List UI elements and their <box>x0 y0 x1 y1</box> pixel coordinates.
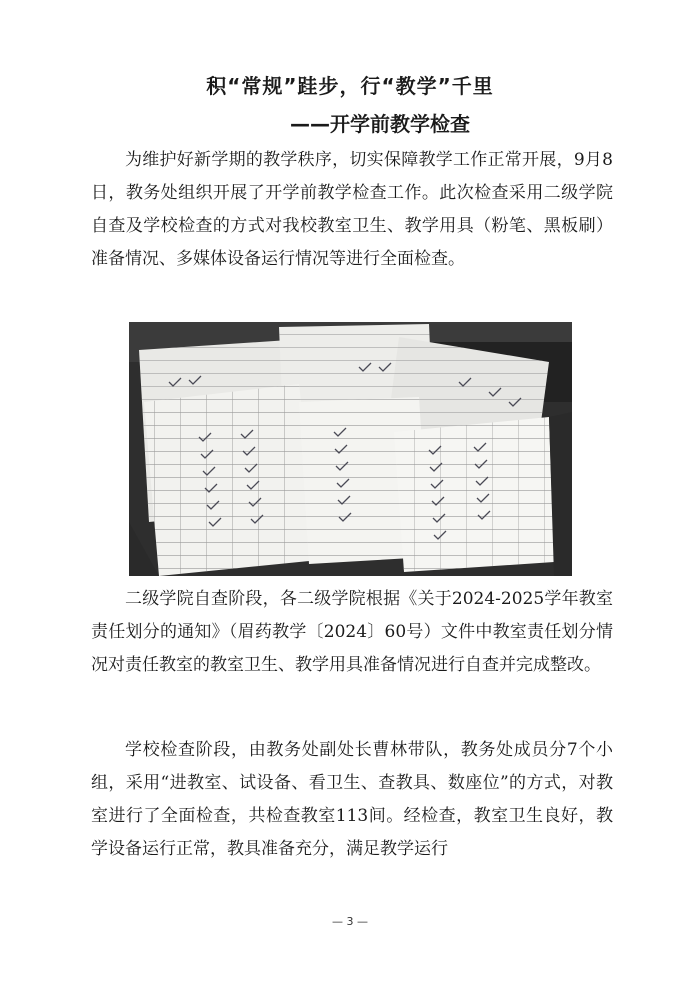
sheet-middle-left <box>144 384 319 576</box>
page-number: — 3 — <box>332 915 368 928</box>
inspection-sheets-illustration <box>129 322 572 576</box>
paragraph-intro: 为维护好新学期的教学秩序，切实保障教学工作正常开展，9月8日，教务处组织开展了开学前教学检查工作。此次检查采用二级学院自查及学校检查的方式对我校教室卫生、教学用具（粉笔、黑板刷）准备情况、多媒体设备运行情况等进行全面检查。 <box>91 150 613 269</box>
document-subtitle: ——开学前教学检查 <box>290 112 470 136</box>
sheet-front-right <box>394 417 554 572</box>
inspection-photo <box>129 322 572 576</box>
paragraph-self-inspection: 二级学院自查阶段，各二级学院根据《关于2024-2025学年教室责任划分的通知》（眉药教学〔2024〕60号）文件中教室责任划分情况对责任教室的教室卫生、教学用具准备情况进行自查并完成整改。 <box>91 589 613 675</box>
paragraph-school-inspection: 学校检查阶段，由教务处副处长曹林带队，教务处成员分7个小组，采用“进教室、试设备、看卫生、查教具、数座位”的方式，对教室进行了全面检查，共检查教室113间。经检查，教室卫生良好，教学设备运行正常，教具准备充分，满足教学运行 <box>91 740 613 859</box>
document-title: 积“常规”跬步，行“教学”千里 <box>206 74 494 98</box>
